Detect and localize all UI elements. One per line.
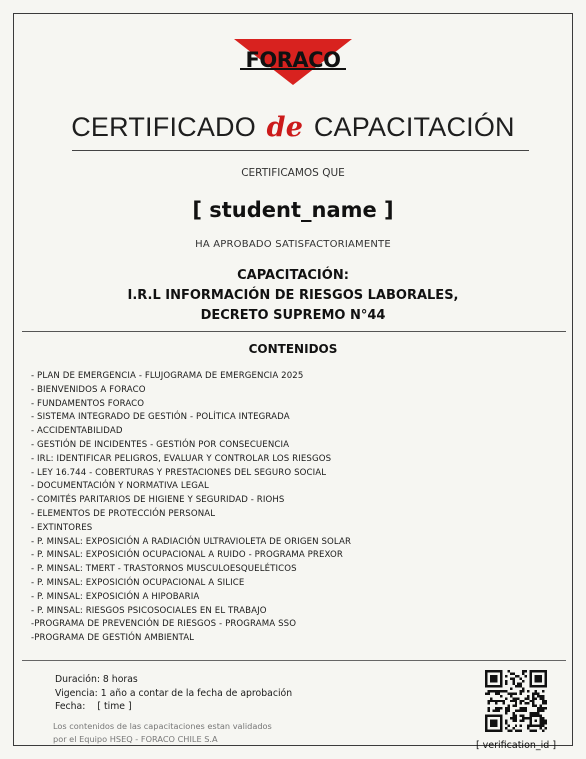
contents-item: - FUNDAMENTOS FORACO (31, 398, 145, 409)
contents-item: - P. MINSAL: EXPOSICIÓN A HIPOBARIA (31, 591, 200, 602)
contents-item: - ACCIDENTABILIDAD (31, 426, 123, 437)
course-details (55, 673, 292, 714)
certificate-title (0, 112, 586, 143)
footer-divider (22, 660, 566, 661)
contents-item: - P. MINSAL: RIESGOS PSICOSOCIALES EN EL TRABAJO (31, 605, 267, 616)
foraco-logo (232, 38, 354, 86)
logo-text: FORACO (245, 48, 341, 72)
duration-text: Duración: 8 horas (55, 674, 138, 685)
verification-id: [ verification_id ] (475, 740, 557, 751)
validation-note-line2: por el Equipo HSEQ - FORACO CHILE S.A (53, 734, 218, 744)
approved-text: HA APROBADO SATISFACTORIAMENTE (195, 239, 391, 250)
section-divider (22, 331, 566, 332)
contents-list (31, 370, 351, 646)
course-name-line1: I.R.L INFORMACIÓN DE RIESGOS LABORALES, (127, 288, 459, 303)
date-value: [ time ] (97, 701, 132, 712)
contents-item: - ELEMENTOS DE PROTECCIÓN PERSONAL (31, 508, 216, 519)
contents-item: -PROGRAMA DE GESTIÓN AMBIENTAL (31, 633, 195, 644)
validation-note-line1: Los contenidos de las capacitaciones estan validados (53, 721, 272, 731)
contents-item: - SISTEMA INTEGRADO DE GESTIÓN - POLÍTICA INTEGRADA (31, 412, 290, 423)
date-row (55, 700, 292, 714)
contents-item: - LEY 16.744 - COBERTURAS Y PRESTACIONES DEL SEGURO SOCIAL (31, 467, 327, 478)
title-divider (72, 150, 529, 151)
course-block (0, 266, 586, 326)
contents-item: -PROGRAMA DE PREVENCIÓN DE RIESGOS - PROGRAMA SSO (31, 619, 297, 630)
contents-item: - P. MINSAL: EXPOSICIÓN OCUPACIONAL A SILICE (31, 577, 245, 588)
title-part-capacitacion: CAPACITACIÓN (313, 112, 515, 142)
certify-text: CERTIFICAMOS QUE (241, 167, 345, 179)
contents-item: - GESTIÓN DE INCIDENTES - GESTIÓN POR CONSECUENCIA (31, 439, 290, 450)
title-part-de: de (266, 112, 304, 143)
course-label: CAPACITACIÓN: (237, 268, 349, 283)
contents-item: - IRL: IDENTIFICAR PELIGROS, EVALUAR Y CONTROLAR LOS RIESGOS (31, 453, 332, 464)
course-name-line2: DECRETO SUPREMO N°44 (200, 308, 386, 323)
student-name: [ student_name ] (192, 198, 394, 222)
validity-text: Vigencia: 1 año a contar de la fecha de aprobación (55, 687, 293, 699)
qr-code-icon (485, 670, 547, 732)
date-label: Fecha: (55, 701, 86, 712)
contents-item: - P. MINSAL: TMERT - TRASTORNOS MUSCULOESQUELÉTICOS (31, 564, 297, 575)
validation-note (53, 720, 272, 746)
contents-item: - BIENVENIDOS A FORACO (31, 384, 146, 395)
contents-item: - P. MINSAL: EXPOSICIÓN OCUPACIONAL A RUIDO - PROGRAMA PREXOR (31, 550, 343, 561)
contents-item: - DOCUMENTACIÓN Y NORMATIVA LEGAL (31, 481, 209, 492)
contents-item: - EXTINTORES (31, 522, 93, 533)
title-part-certificado: CERTIFICADO (71, 112, 256, 142)
contents-title: CONTENIDOS (248, 342, 338, 356)
contents-item: - PLAN DE EMERGENCIA - FLUJOGRAMA DE EMERGENCIA 2025 (31, 371, 304, 381)
contents-item: - P. MINSAL: EXPOSICIÓN A RADIACIÓN ULTRAVIOLETA DE ORIGEN SOLAR (31, 536, 352, 547)
contents-item: - COMITÉS PARITARIOS DE HIGIENE Y SEGURIDAD - RIOHS (31, 495, 285, 506)
